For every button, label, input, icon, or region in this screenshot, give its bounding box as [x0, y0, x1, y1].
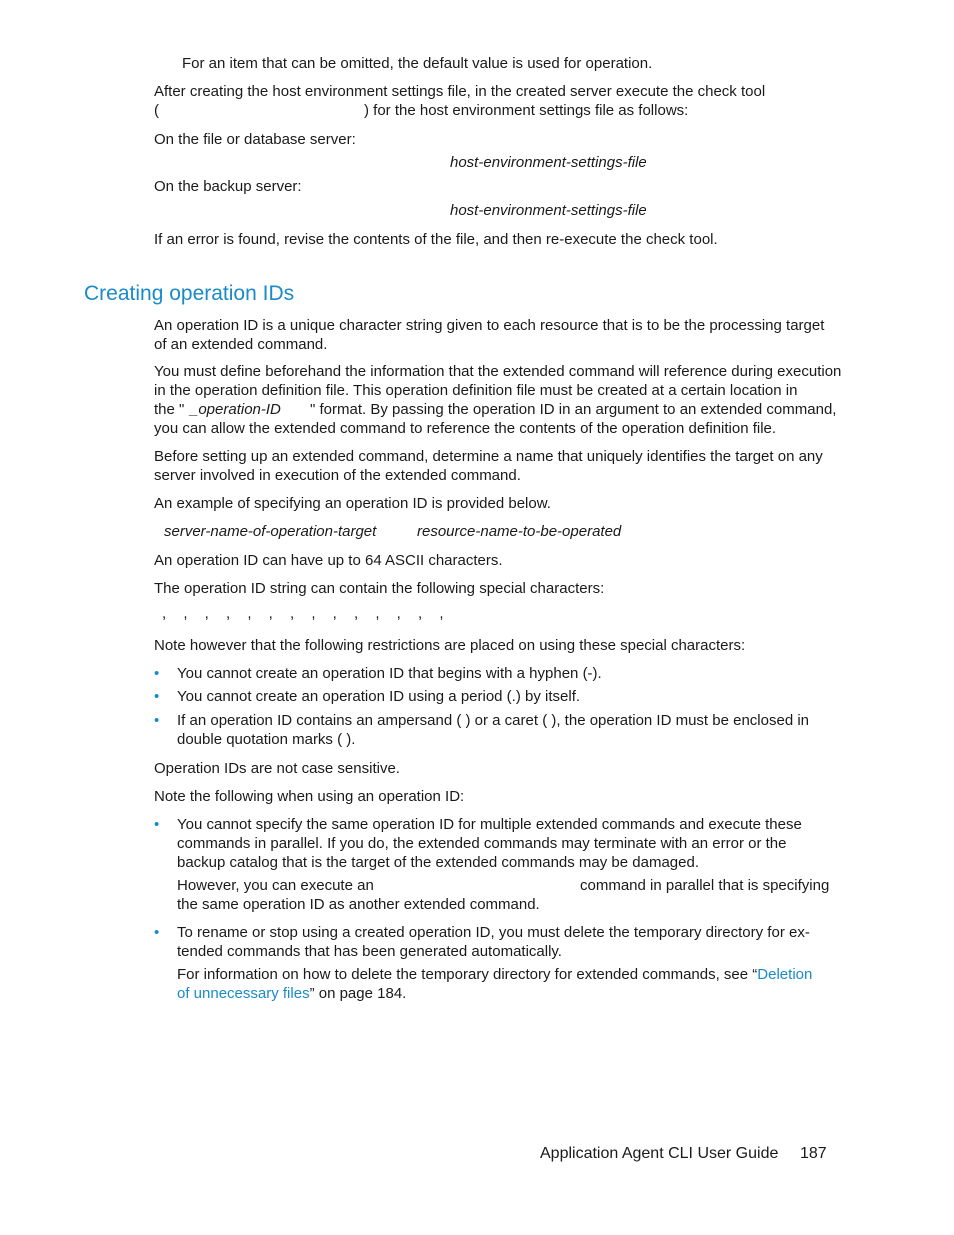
file-server-label: On the file or database server: — [154, 131, 356, 148]
restriction-item: You cannot create an operation ID that begins with a hyphen (-). — [177, 665, 602, 682]
operation-id-definition: An operation ID is a unique character string given to each resource that is to be the processing target of an extended command. — [154, 317, 825, 353]
definition-file-paragraph-line3-start: the " — [154, 401, 185, 418]
file-server-command-arg: host-environment-settings-file — [450, 154, 647, 171]
note-rename-page-ref: ” on page 184. — [309, 985, 407, 1002]
definition-file-paragraph-line3-end: " format. By passing the operation ID in an argument to an extended command, — [310, 401, 837, 418]
bullet-icon: • — [154, 688, 160, 705]
error-recheck-note: If an error is found, revise the contents of the file, and then re-execute the check tool. — [154, 231, 718, 248]
default-value-note: For an item that can be omitted, the default value is used for operation. — [182, 55, 653, 72]
note-parallel-execution: You cannot specify the same operation ID for multiple extended commands and execute these commands in parallel. If you do, the extended commands may terminate with an error or the backup catalog that is the target of the extended commands may be damaged. — [177, 816, 802, 871]
operation-id-placeholder: _operation-ID — [190, 401, 281, 418]
definition-file-paragraph-line1: You must define beforehand the information that the extended command will reference during execution — [154, 363, 842, 380]
deletion-link-part1[interactable]: Deletion — [757, 966, 813, 983]
footer-page-number: 187 — [800, 1145, 827, 1162]
bullet-icon: • — [154, 665, 160, 682]
check-tool-paragraph-line1: After creating the host environment settings file, in the created server execute the check tool — [154, 83, 766, 100]
example-resource-name: resource-name-to-be-operated — [417, 523, 622, 540]
special-chars-list: , , , , , , , , , , , , , , — [162, 605, 446, 622]
definition-file-paragraph-line2: in the operation definition file. This operation definition file must be created at a certain location in — [154, 382, 798, 399]
section-heading: Creating operation IDs — [84, 282, 295, 305]
note-parallel-sub-middle: command in parallel that is specifying — [580, 877, 830, 894]
restrictions-intro: Note however that the following restrictions are placed on using these special characters: — [154, 637, 746, 654]
restriction-item: You cannot create an operation ID using a period (.) by itself. — [177, 688, 581, 705]
note-rename-operation-id: To rename or stop using a created operation ID, you must delete the temporary directory for ex- tended commands that has been generated automatically. — [177, 924, 810, 960]
naming-paragraph: Before setting up an extended command, determine a name that uniquely identifies the target on any server involved in execution of the extended command. — [154, 448, 823, 484]
usage-notes-intro: Note the following when using an operation ID: — [154, 788, 465, 805]
bullet-icon: • — [154, 816, 160, 833]
note-rename-sub-start — [177, 965, 812, 984]
length-limit-note: An operation ID can have up to 64 ASCII characters. — [154, 552, 503, 569]
bullet-icon: • — [154, 924, 160, 941]
footer-guide-title: Application Agent CLI User Guide — [540, 1145, 779, 1162]
check-tool-paragraph-open-paren: ( — [154, 102, 159, 119]
check-tool-paragraph-line2: ) for the host environment settings file as follows: — [364, 102, 689, 119]
note-rename-sub-text: For information on how to delete the temporary directory for extended commands, see “ — [177, 966, 758, 983]
note-rename-sub-end — [177, 984, 406, 1003]
backup-server-command-arg: host-environment-settings-file — [450, 202, 647, 219]
note-parallel-sub-start: However, you can execute an — [177, 877, 374, 894]
example-server-name: server-name-of-operation-target — [164, 523, 377, 540]
restriction-item: If an operation ID contains an ampersand ( ) or a caret ( ), the operation ID must be enclosed in double quotation marks ( ). — [177, 712, 809, 748]
definition-file-paragraph-line4: you can allow the extended command to reference the contents of the operation definition file. — [154, 420, 777, 437]
bullet-icon: • — [154, 712, 160, 729]
deletion-link-part2[interactable]: of unnecessary files — [177, 985, 310, 1002]
note-parallel-sub-end: the same operation ID as another extended command. — [177, 896, 540, 913]
example-intro: An example of specifying an operation ID is provided below. — [154, 495, 551, 512]
backup-server-label: On the backup server: — [154, 178, 302, 195]
case-sensitivity-note: Operation IDs are not case sensitive. — [154, 760, 400, 777]
special-chars-intro: The operation ID string can contain the following special characters: — [154, 580, 605, 597]
